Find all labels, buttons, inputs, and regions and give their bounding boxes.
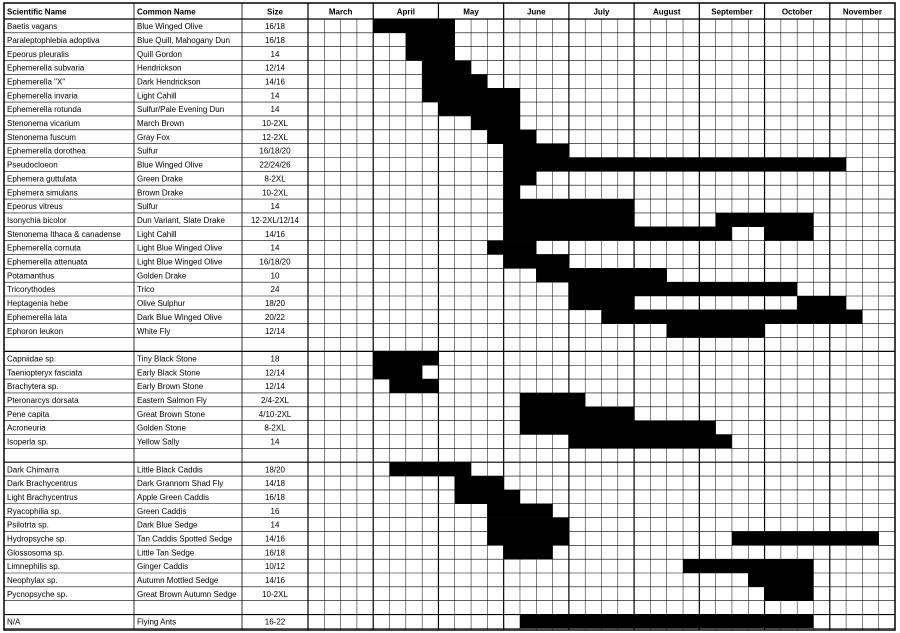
scientific-name: Ephemerella cornuta (7, 243, 81, 253)
scientific-name: Light Brachycentrus (7, 492, 78, 502)
common-name: Dun Variant, Slate Drake (137, 215, 225, 225)
scientific-name: Stenonema vicarium (7, 119, 80, 128)
scientific-name: Ephoron leukon (7, 326, 64, 336)
fly-size: 4/10-2XL (258, 409, 292, 419)
fly-size: 20/22 (264, 312, 286, 322)
scientific-name: Stenonema Ithaca & canadense (7, 229, 121, 239)
fly-size: 14/16 (264, 77, 286, 87)
common-name: Great Brown Autumn Sedge (137, 589, 237, 599)
common-name: Light Blue Winged Olive (137, 243, 223, 253)
scientific-name: Ephemerella attenuata (7, 257, 88, 267)
fly-size: 10-2XL (262, 119, 288, 128)
fly-size: 16/18 (264, 492, 286, 502)
fly-size: 2/4-2XL (260, 396, 290, 405)
common-name: Sulfur (137, 146, 158, 156)
scientific-name: Ephemera guttulata (7, 174, 77, 184)
scientific-name: Neophylax sp. (7, 576, 58, 586)
common-name: Quill Gordon (137, 49, 182, 59)
hatch-period (373, 19, 455, 33)
fly-size: 12/14 (264, 326, 286, 336)
fly-size: 24 (270, 285, 280, 295)
common-name: Light Blue Winged Olive (137, 257, 223, 267)
month-label-november: November (842, 7, 882, 17)
common-name: Hendrickson (137, 63, 182, 73)
hatch-period (455, 476, 504, 490)
common-name: Sulfur/Pale Evening Dun (137, 105, 225, 115)
fly-size: 14/16 (264, 229, 286, 239)
fly-size: 8-2XL (264, 423, 286, 433)
scientific-name: Limnephilis sp. (7, 562, 60, 572)
scientific-name: Pycnopsyche sp. (7, 589, 68, 599)
common-name: March Brown (137, 119, 185, 128)
hatch-period (487, 241, 536, 255)
scientific-name: Isoperla sp. (7, 437, 49, 447)
scientific-name: Epeorus vitreus (7, 202, 63, 212)
month-label-may: May (463, 7, 479, 17)
common-name: Golden Stone (137, 423, 186, 433)
fly-size: 18 (270, 354, 280, 364)
month-label-september: September (711, 7, 753, 17)
fly-size: 10-2XL (262, 188, 288, 198)
common-name: Ginger Caddis (137, 562, 189, 572)
common-name: Great Brown Stone (137, 409, 206, 419)
fly-size: 12/14 (264, 368, 286, 378)
hatch-period (520, 407, 634, 421)
fly-size: 14/18 (264, 479, 286, 489)
scientific-name: Ephemerella rotunda (7, 105, 82, 115)
hatch-period (422, 61, 471, 75)
scientific-name: Pene capita (7, 409, 50, 419)
scientific-name: Glossosoma sp. (7, 548, 65, 558)
common-name: Little Tan Sedge (137, 548, 195, 558)
hatch-period (732, 531, 879, 545)
hatch-period (373, 365, 422, 379)
fly-size: 18/20 (264, 465, 286, 475)
common-name: Yellow Sally (137, 437, 180, 447)
scientific-name: Ephemerella lata (7, 312, 68, 322)
month-label-march: March (328, 7, 353, 17)
scientific-name: Ephemera simulans (7, 188, 78, 198)
scientific-name: Dark Chimarra (7, 465, 60, 475)
scientific-name: Pseudocloeon (7, 160, 58, 170)
hatch-period (438, 102, 520, 116)
fly-size: 12/14 (264, 63, 286, 73)
scientific-name: Epeorus pleuralis (7, 49, 69, 59)
hatch-period (471, 116, 520, 130)
month-label-august: August (652, 7, 681, 17)
common-name: Dark Grannom Shad Fly (137, 479, 224, 489)
fly-size: 16/18/20 (259, 257, 291, 267)
scientific-name: Baetis vagans (7, 22, 58, 32)
fly-size: 18/20 (264, 299, 286, 309)
common-name: Light Cahill (137, 229, 177, 239)
fly-size: 10/12 (264, 562, 286, 572)
fly-size: 14 (270, 437, 280, 447)
fly-size: 8-2XL (264, 174, 286, 184)
fly-size: 16/18 (264, 548, 286, 558)
fly-size: 10-2XL (262, 589, 288, 599)
month-label-october: October (781, 7, 813, 17)
common-name: Early Black Stone (137, 368, 201, 378)
common-name: Autumn Mottled Sedge (137, 576, 219, 586)
scientific-name: Taeniopteryx fasciata (7, 368, 83, 378)
month-label-june: June (526, 7, 546, 17)
common-name: Blue Winged Olive (137, 160, 203, 170)
fly-size: 12/14 (264, 382, 286, 392)
common-name: Blue Quill, Mahogany Dun (137, 35, 230, 45)
scientific-name: Ephemerella dorothea (7, 146, 86, 156)
hatch-period (487, 130, 536, 144)
common-name: Golden Drake (137, 271, 187, 281)
common-name: Olive Sulphur (137, 299, 186, 309)
common-name: Green Caddis (137, 506, 187, 516)
fly-size: 14/16 (264, 576, 286, 586)
common-name: Flying Ants (137, 617, 177, 627)
common-name: Early Brown Stone (137, 382, 204, 392)
common-name: Apple Green Caddis (137, 492, 210, 502)
hatch-period (406, 33, 455, 47)
scientific-name: Acroneuria (7, 423, 46, 433)
hatch-period (765, 227, 814, 241)
fly-size: 22/24/26 (259, 160, 291, 170)
common-name: Tan Caddis Spotted Sedge (137, 534, 233, 544)
fly-size: 14 (270, 91, 280, 101)
hatch-period (765, 587, 814, 601)
month-label-april: April (396, 7, 415, 17)
fly-size: 12-2XL (262, 132, 288, 142)
fly-size: 16/18 (264, 22, 286, 32)
scientific-name: Paraleptophlebia adoptiva (7, 35, 100, 45)
hatch-period (487, 518, 569, 532)
common-name: Dark Blue Winged Olive (137, 312, 222, 322)
hatch-period (797, 296, 846, 310)
common-name: Blue Winged Olive (137, 22, 203, 32)
hatch-period (487, 531, 569, 545)
scientific-name: Heptagenia hebe (7, 299, 68, 309)
scientific-name: Ephemerella invaria (7, 91, 78, 101)
fly-size: 14 (270, 243, 280, 253)
fly-size: 16/18 (264, 35, 286, 45)
common-name: White Fly (137, 326, 171, 336)
fly-size: 16-22 (264, 617, 286, 627)
scientific-name: Psilotrta sp. (7, 520, 49, 530)
scientific-name: Stenonema fuscum (7, 132, 76, 142)
header-scientific-name: Scientific Name (7, 7, 67, 17)
common-name: Dark Blue Sedge (137, 520, 198, 530)
scientific-name: Pteronarcys dorsata (7, 396, 79, 405)
hatch-period (504, 545, 553, 559)
hatch-period (504, 158, 846, 172)
common-name: Light Cahill (137, 91, 177, 101)
scientific-name: Tricorythodes (7, 285, 56, 295)
fly-size: 14/16 (264, 534, 286, 544)
header-common-name: Common Name (137, 7, 196, 17)
hatch-period (390, 379, 439, 393)
scientific-name: N/A (7, 617, 21, 627)
hatch-period (406, 47, 455, 61)
common-name: Brown Drake (137, 188, 184, 198)
common-name: Little Black Caddis (137, 465, 203, 475)
common-name: Eastern Salmon Fly (137, 396, 207, 405)
scientific-name: Ephemerella "X" (7, 77, 66, 87)
fly-size: 12-2XL/12/14 (250, 215, 300, 225)
common-name: Tiny Black Stone (137, 354, 197, 364)
scientific-name: Potamanthus (7, 271, 55, 281)
fly-size: 14 (270, 202, 280, 212)
fly-size: 16/18/20 (259, 146, 291, 156)
common-name: Sulfur (137, 202, 158, 212)
scientific-name: Hydropsyche sp. (7, 534, 67, 544)
fly-size: 10 (270, 271, 280, 281)
fly-size: 14 (270, 49, 280, 59)
common-name: Gray Fox (137, 132, 170, 142)
fly-size: 14 (270, 520, 280, 530)
common-name: Green Drake (137, 174, 183, 184)
common-name: Trico (137, 285, 155, 295)
fly-size: 14 (270, 105, 280, 115)
scientific-name: Dark Brachycentrus (7, 479, 78, 489)
header-size: Size (266, 7, 284, 17)
scientific-name: Isonychia bicolor (7, 215, 67, 225)
scientific-name: Capniidae sp. (7, 354, 56, 364)
scientific-name: Ryacophilia sp. (7, 506, 62, 516)
common-name: Dark Hendrickson (137, 77, 201, 87)
hatch-period (504, 185, 520, 199)
fly-size: 16 (270, 506, 280, 516)
scientific-name: Brachytera sp. (7, 382, 59, 392)
hatch-period (390, 462, 472, 476)
scientific-name: Ephemerella subvaria (7, 63, 85, 73)
month-label-july: July (593, 7, 610, 17)
